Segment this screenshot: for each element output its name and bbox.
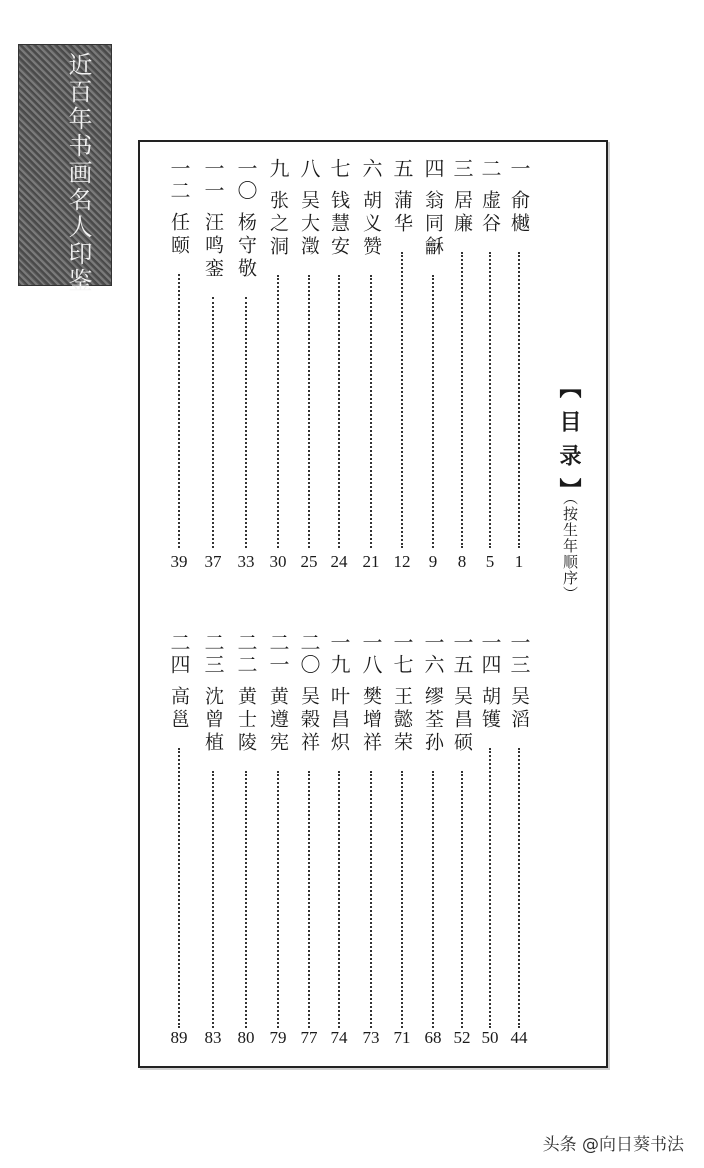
leader-dots (370, 771, 372, 1028)
entry-page: 37 (204, 552, 222, 571)
leader-dots (370, 275, 372, 548)
leader-dots (401, 771, 403, 1028)
entry-name: 缪荃孙 (422, 686, 444, 755)
entry-name: 王懿荣 (391, 686, 413, 755)
entry-name: 汪鸣銮 (202, 212, 224, 281)
entry-page: 71 (393, 1028, 411, 1047)
toc-note: （按生年顺序） (561, 490, 579, 602)
entry-number: 二三 (201, 632, 225, 676)
toc-entry (326, 158, 352, 259)
entry-number: 一一 (201, 158, 225, 202)
toc-entry (449, 632, 475, 755)
entry-page: 77 (300, 1028, 318, 1047)
leader-dots (432, 275, 434, 548)
leader-dots (245, 297, 247, 548)
entry-page: 50 (481, 1028, 499, 1047)
entry-name: 吴滔 (508, 686, 530, 732)
watermark: 头条 @向日葵书法 (542, 1135, 684, 1155)
book-title: 近百年书画名人印鉴 (64, 52, 92, 295)
entry-number: 一四 (478, 632, 502, 676)
leader-dots (518, 252, 520, 548)
leader-dots (308, 771, 310, 1028)
leader-dots (245, 771, 247, 1028)
toc-entry (296, 632, 322, 755)
entry-name: 黄遵宪 (267, 686, 289, 755)
entry-number: 一三 (507, 632, 531, 676)
leader-dots (489, 252, 491, 548)
entry-number: 二〇 (297, 632, 321, 676)
toc-entry (389, 632, 415, 755)
entry-page: 30 (269, 552, 287, 571)
toc-entry (233, 158, 259, 281)
toc-entry (358, 158, 384, 259)
leader-dots (518, 748, 520, 1028)
toc-entry (358, 632, 384, 755)
entry-name: 胡义赞 (360, 190, 382, 259)
entry-page: 74 (330, 1028, 348, 1047)
entry-page: 33 (237, 552, 255, 571)
entry-number: 一六 (421, 632, 445, 676)
entry-page: 24 (330, 552, 348, 571)
entry-name: 翁同龢 (422, 190, 444, 259)
entry-number: 三 (450, 158, 474, 180)
entry-number: 六 (359, 158, 383, 180)
leader-dots (489, 748, 491, 1028)
entry-page: 80 (237, 1028, 255, 1047)
entry-number: 九 (266, 158, 290, 180)
toc-entry (265, 158, 291, 259)
leader-dots (178, 274, 180, 548)
leader-dots (401, 252, 403, 548)
entry-name: 任颐 (168, 212, 190, 258)
toc-entry (420, 158, 446, 259)
entry-number: 一五 (450, 632, 474, 676)
leader-dots (212, 297, 214, 548)
entry-name: 虚谷 (479, 190, 501, 236)
entry-name: 张之洞 (267, 190, 289, 259)
entry-number: 二四 (167, 632, 191, 676)
entry-number: 一二 (167, 158, 191, 202)
entry-name: 吴榖祥 (298, 686, 320, 755)
entry-page: 5 (485, 552, 495, 571)
toc-entry (200, 158, 226, 281)
entry-name: 蒲华 (391, 190, 413, 236)
entry-page: 25 (300, 552, 318, 571)
toc-entry (449, 158, 475, 236)
entry-name: 居廉 (451, 190, 473, 236)
toc-entry (477, 158, 503, 236)
entry-number: 一八 (359, 632, 383, 676)
entry-page: 12 (393, 552, 411, 571)
leader-dots (338, 771, 340, 1028)
entry-name: 樊增祥 (360, 686, 382, 755)
entry-name: 胡镬 (479, 686, 501, 732)
entry-page: 68 (424, 1028, 442, 1047)
toc-entry (200, 632, 226, 755)
entry-name: 吴昌硕 (451, 686, 473, 755)
toc-entry (326, 632, 352, 755)
toc-entry (506, 158, 532, 236)
toc-entry (233, 632, 259, 755)
entry-number: 二一 (266, 632, 290, 676)
leader-dots (461, 771, 463, 1028)
entry-page: 83 (204, 1028, 222, 1047)
toc-entry (166, 632, 192, 732)
toc-entry (166, 158, 192, 258)
leader-dots (277, 275, 279, 548)
entry-number: 七 (327, 158, 351, 180)
leader-dots (432, 771, 434, 1028)
entry-number: 二二 (234, 632, 258, 676)
toc-entry (506, 632, 532, 732)
entry-number: 一七 (390, 632, 414, 676)
entry-number: 八 (297, 158, 321, 180)
entry-page: 89 (170, 1028, 188, 1047)
entry-page: 39 (170, 552, 188, 571)
toc-entry (477, 632, 503, 732)
entry-name: 叶昌炽 (328, 686, 350, 755)
leader-dots (212, 771, 214, 1028)
entry-page: 52 (453, 1028, 471, 1047)
entry-name: 杨守敬 (235, 212, 257, 281)
entry-page: 9 (428, 552, 438, 571)
leader-dots (178, 748, 180, 1028)
leader-dots (461, 252, 463, 548)
entry-number: 二 (478, 158, 502, 180)
entry-number: 一 (507, 158, 531, 180)
entry-page: 21 (362, 552, 380, 571)
toc-title: 【目录】 (556, 376, 582, 512)
entry-name: 高邕 (168, 686, 190, 732)
entry-page: 44 (510, 1028, 528, 1047)
entry-name: 沈曾植 (202, 686, 224, 755)
toc-entry (389, 158, 415, 236)
entry-name: 钱慧安 (328, 190, 350, 259)
entry-name: 吴大澂 (298, 190, 320, 259)
entry-page: 1 (514, 552, 524, 571)
entry-name: 俞樾 (508, 190, 530, 236)
entry-page: 79 (269, 1028, 287, 1047)
leader-dots (277, 771, 279, 1028)
entry-page: 73 (362, 1028, 380, 1047)
entry-number: 一九 (327, 632, 351, 676)
entry-page: 8 (457, 552, 467, 571)
entry-number: 四 (421, 158, 445, 180)
leader-dots (308, 275, 310, 548)
toc-entry (420, 632, 446, 755)
entry-number: 一〇 (234, 158, 258, 202)
toc-entry (296, 158, 322, 259)
leader-dots (338, 275, 340, 548)
entry-name: 黄士陵 (235, 686, 257, 755)
toc-entry (265, 632, 291, 755)
entry-number: 五 (390, 158, 414, 180)
